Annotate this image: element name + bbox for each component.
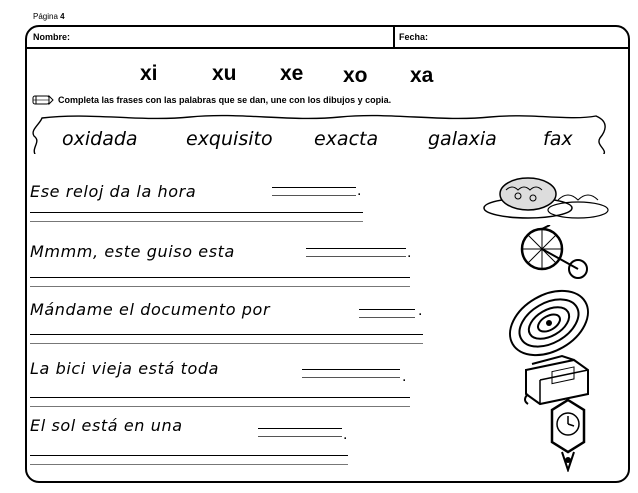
blank-1 xyxy=(272,187,356,199)
syllable-xa: xa xyxy=(410,64,434,87)
word-oxidada: oxidada xyxy=(62,128,138,150)
sentence-4: La bici vieja está toda xyxy=(30,359,219,378)
instruction xyxy=(32,94,391,106)
page-number: 4 xyxy=(60,12,65,21)
bicycle-icon xyxy=(520,225,592,281)
page-label-text: Página xyxy=(33,12,58,21)
period-5: . xyxy=(343,426,348,443)
syllable-xo: xo xyxy=(343,64,368,87)
syllable-xe: xe xyxy=(280,62,304,85)
word-exquisito: exquisito xyxy=(186,128,273,150)
galaxy-icon xyxy=(504,288,594,358)
pencil-icon xyxy=(32,94,54,106)
page-number-label xyxy=(33,12,65,21)
sentence-1: Ese reloj da la hora xyxy=(30,182,197,201)
name-label: Nombre: xyxy=(33,32,71,42)
writing-line-3a xyxy=(30,334,423,335)
sentence-5: El sol está en una xyxy=(30,416,183,435)
period-3: . xyxy=(418,302,423,319)
blank-5 xyxy=(258,428,342,440)
syllable-xi: xi xyxy=(140,62,158,85)
sentence-2: Mmmm, este guiso esta xyxy=(30,242,235,261)
blank-2 xyxy=(306,248,406,260)
writing-line-5a xyxy=(30,455,348,456)
writing-line-5b xyxy=(30,464,348,465)
food-icon xyxy=(478,170,614,222)
syllable-xu: xu xyxy=(212,62,237,85)
header-row xyxy=(27,27,628,49)
writing-line-2a xyxy=(30,277,410,278)
date-label: Fecha: xyxy=(399,32,429,42)
writing-line-1a xyxy=(30,212,363,213)
header-divider xyxy=(393,27,395,47)
writing-line-4a xyxy=(30,397,410,398)
blank-3 xyxy=(359,309,415,321)
writing-line-1b xyxy=(30,221,363,222)
blank-4 xyxy=(302,369,400,381)
word-galaxia: galaxia xyxy=(428,128,497,150)
writing-line-4b xyxy=(30,406,410,407)
clock-icon xyxy=(548,398,588,472)
writing-line-3b xyxy=(30,343,423,344)
period-2: . xyxy=(407,244,412,261)
writing-line-2b xyxy=(30,286,410,287)
instruction-text: Completa las frases con las palabras que se dan, une con los dibujos y copia. xyxy=(58,95,392,105)
word-fax: fax xyxy=(543,128,573,150)
word-exacta: exacta xyxy=(314,128,379,150)
sentence-3: Mándame el documento por xyxy=(30,300,271,319)
period-1: . xyxy=(357,182,362,199)
period-4: . xyxy=(402,368,407,385)
